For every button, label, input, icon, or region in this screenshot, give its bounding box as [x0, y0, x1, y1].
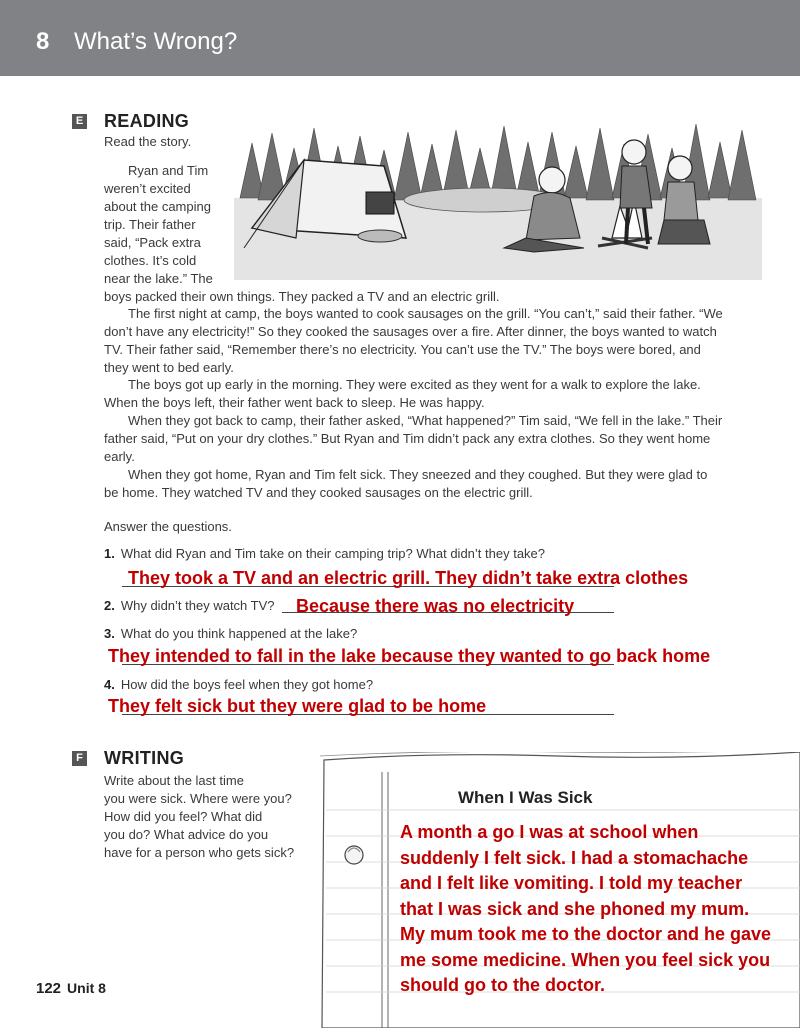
binder-hole-icon [345, 846, 363, 864]
note-title: When I Was Sick [458, 788, 593, 807]
page-footer [36, 980, 106, 997]
answer-3[interactable]: They intended to fall in the lake because they wanted to go back home [108, 646, 711, 666]
prompt-line: How did you feel? What did [104, 809, 263, 824]
answer-prompt: Answer the questions. [104, 519, 232, 534]
question-text: How did the boys feel when they got home? [120, 677, 374, 692]
question-number: 3. [104, 626, 115, 641]
note-line: My mum took me to the doctor and he gave [400, 924, 772, 944]
note-line: that I was sick and she phoned my mum. [400, 898, 750, 919]
story-paragraph: The first night at camp, the boys wanted to cook sausages on the grill. “You can’t,” said their father. “We don’t have any electricity!” So they cooked the sausages over a fire. After dinner, the boys wanted to watch TV. Their father said, “Remember there’s no electricity. You can’t use the TV.” The boys were bored, and they went to bed early. [104, 306, 723, 375]
story-line: said, “Pack extra [104, 235, 201, 250]
question-1 [104, 546, 545, 561]
prompt-line: Write about the last time [104, 773, 244, 788]
section-f-badge: F [72, 751, 87, 766]
question-number: 4. [104, 677, 115, 692]
question-text: Why didn’t they watch TV? [120, 598, 275, 613]
story-continuation: boys packed their own things. They packed a TV and an electric grill. [104, 289, 500, 304]
story-paragraph: The boys got up early in the morning. They were excited as they went for a walk to explore the lake. When the boys left, their father went back to sleep. He was happy. [104, 377, 701, 410]
prompt-line: you do? What advice do you [104, 827, 269, 842]
section-e-badge: E [72, 114, 87, 129]
note-line: suddenly I felt sick. I had a stomachache [400, 847, 749, 868]
question-text: What do you think happened at the lake? [120, 626, 358, 641]
unit-number: 8 [36, 28, 50, 55]
answer-2[interactable]: Because there was no electricity [296, 596, 575, 616]
reading-title: READING [104, 111, 190, 131]
camping-illustration [234, 88, 762, 280]
unit-label: Unit 8 [67, 980, 106, 996]
story-line: weren’t excited [104, 181, 191, 196]
note-line: A month a go I was at school when [400, 822, 699, 842]
prompt-line: have for a person who gets sick? [104, 845, 295, 860]
question-4 [104, 677, 373, 692]
story-paragraph: When they got back to camp, their father asked, “What happened?” Tim said, “We fell in the lake.” Their father said, “Put on your dry clothes.” But Ryan and Tim didn’t pack any extra clothes. So they went home early. [104, 413, 723, 464]
answer-4[interactable]: They felt sick but they were glad to be home [108, 696, 487, 716]
reading-instruction: Read the story. [104, 134, 192, 149]
story-line: Ryan and Tim [128, 163, 209, 178]
question-number: 2. [104, 598, 115, 613]
question-2 [104, 598, 275, 613]
note-line: me some medicine. When you feel sick you [400, 949, 771, 970]
note-line: should go to the doctor. [400, 975, 605, 995]
story-line: about the camping [104, 199, 211, 214]
story-paragraph: When they got home, Ryan and Tim felt sick. They sneezed and they coughed. But they were glad to be home. They watched TV and they cooked sausages on the electric grill. [104, 467, 708, 500]
writing-prompt [104, 772, 294, 862]
note-answer[interactable] [400, 820, 800, 999]
question-number: 1. [104, 546, 115, 561]
story-line: trip. Their father [104, 217, 196, 232]
story-line: clothes. It’s cold [104, 253, 197, 268]
story-start [104, 162, 232, 288]
prompt-line: you were sick. Where were you? [104, 791, 292, 806]
question-text: What did Ryan and Tim take on their camping trip? What didn’t they take? [120, 546, 546, 561]
story-line: near the lake.” The [104, 271, 213, 286]
writing-title: WRITING [104, 748, 185, 768]
page-number: 122 [36, 980, 62, 997]
answer-1[interactable]: They took a TV and an electric grill. They didn’t take extra clothes [128, 568, 689, 588]
question-3 [104, 626, 357, 641]
unit-title: What’s Wrong? [74, 28, 238, 55]
note-line: and I felt like vomiting. I told my teacher [400, 873, 743, 893]
page-header [0, 0, 800, 76]
